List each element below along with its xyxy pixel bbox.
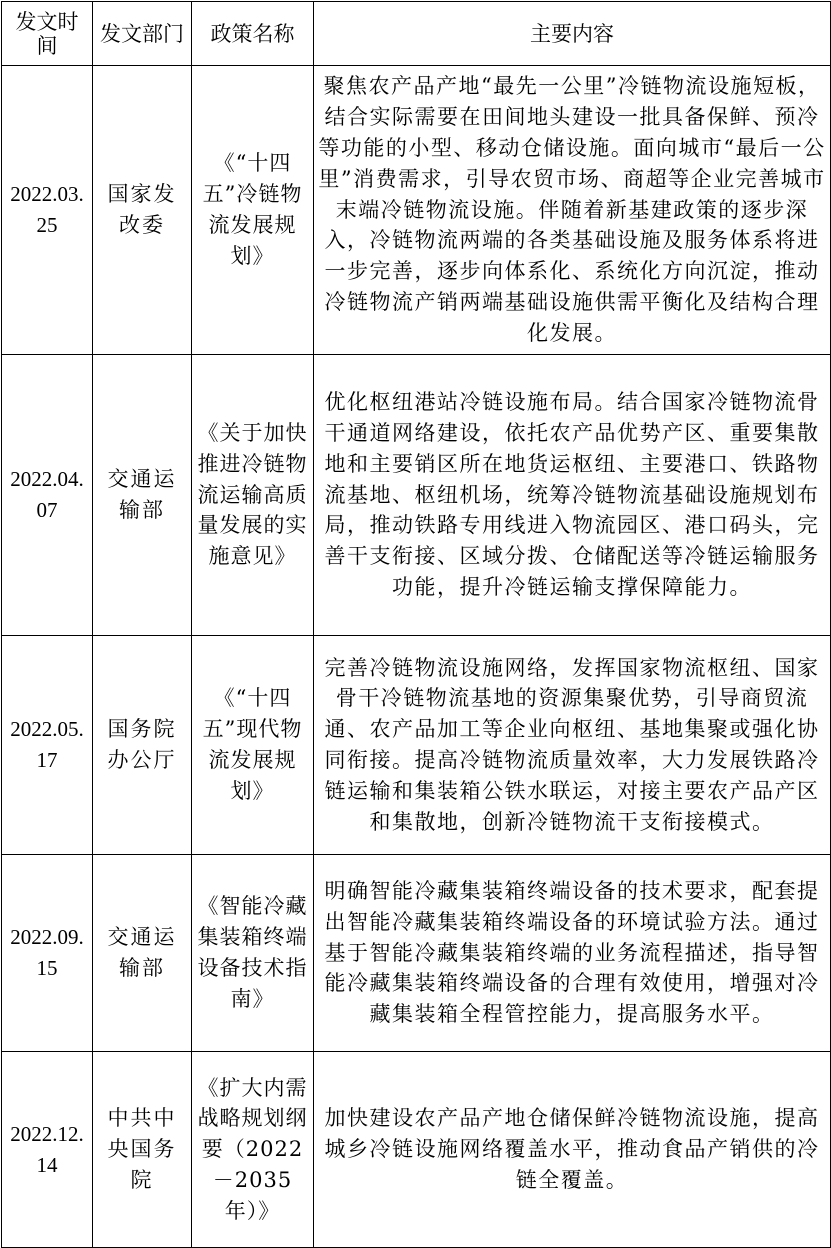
dept-cell: 交通运输部 xyxy=(93,855,192,1052)
date-cell: 2022.12.14 xyxy=(2,1052,93,1248)
policy-name-cell: 《扩大内需战略规划纲要（2022－2035年）》 xyxy=(192,1052,314,1248)
header-date: 发文时间 xyxy=(2,2,93,66)
table-row xyxy=(2,855,831,1052)
date-cell: 2022.05.17 xyxy=(2,636,93,855)
header-row xyxy=(2,2,831,66)
content-cell: 明确智能冷藏集装箱终端设备的技术要求，配套提出智能冷藏集装箱终端设备的环境试验方法。通过基于智能冷藏集装箱终端的业务流程描述，指导智能冷藏集装箱终端设备的合理有效使用，增强对冷藏集装箱全程管控能力，提高服务水平。 xyxy=(314,855,831,1052)
policy-name-cell: 《“十四五”冷链物流发展规划》 xyxy=(192,66,314,355)
dept-cell: 国家发改委 xyxy=(93,66,192,355)
header-content: 主要内容 xyxy=(314,2,831,66)
policy-name-cell: 《智能冷藏集装箱终端设备技术指南》 xyxy=(192,855,314,1052)
content-cell: 聚焦农产品产地“最先一公里”冷链物流设施短板，结合实际需要在田间地头建设一批具备保鲜、预冷等功能的小型、移动仓储设施。面向城市“最后一公里”消费需求，引导农贸市场、商超等企业完善城市末端冷链物流设施。伴随着新基建政策的逐步深入，冷链物流两端的各类基础设施及服务体系将进一步完善，逐步向体系化、系统化方向沉淀，推动冷链物流产销两端基础设施供需平衡化及结构合理化发展。 xyxy=(314,66,831,355)
content-cell: 加快建设农产品产地仓储保鲜冷链物流设施，提高城乡冷链设施网络覆盖水平，推动食品产销供的冷链全覆盖。 xyxy=(314,1052,831,1248)
table-row xyxy=(2,1052,831,1248)
table-row xyxy=(2,355,831,636)
date-cell: 2022.04.07 xyxy=(2,355,93,636)
table-row xyxy=(2,636,831,855)
policy-name-cell: 《关于加快推进冷链物流运输高质量发展的实施意见》 xyxy=(192,355,314,636)
date-cell: 2022.03.25 xyxy=(2,66,93,355)
header-name: 政策名称 xyxy=(192,2,314,66)
dept-cell: 交通运输部 xyxy=(93,355,192,636)
policy-table xyxy=(1,1,831,1248)
dept-cell: 国务院办公厅 xyxy=(93,636,192,855)
date-cell: 2022.09.15 xyxy=(2,855,93,1052)
policy-name-cell: 《“十四五”现代物流发展规划》 xyxy=(192,636,314,855)
dept-cell: 中共中央国务院 xyxy=(93,1052,192,1248)
content-cell: 优化枢纽港站冷链设施布局。结合国家冷链物流骨干通道网络建设，依托农产品优势产区、重要集散地和主要销区所在地货运枢纽、主要港口、铁路物流基地、枢纽机场，统筹冷链物流基础设施规划布局，推动铁路专用线进入物流园区、港口码头，完善干支衔接、区域分拨、仓储配送等冷链运输服务功能，提升冷链运输支撑保障能力。 xyxy=(314,355,831,636)
table-row xyxy=(2,66,831,355)
header-dept: 发文部门 xyxy=(93,2,192,66)
content-cell: 完善冷链物流设施网络，发挥国家物流枢纽、国家骨干冷链物流基地的资源集聚优势，引导商贸流通、农产品加工等企业向枢纽、基地集聚或强化协同衔接。提高冷链物流质量效率，大力发展铁路冷链运输和集装箱公铁水联运，对接主要农产品产区和集散地，创新冷链物流干支衔接模式。 xyxy=(314,636,831,855)
